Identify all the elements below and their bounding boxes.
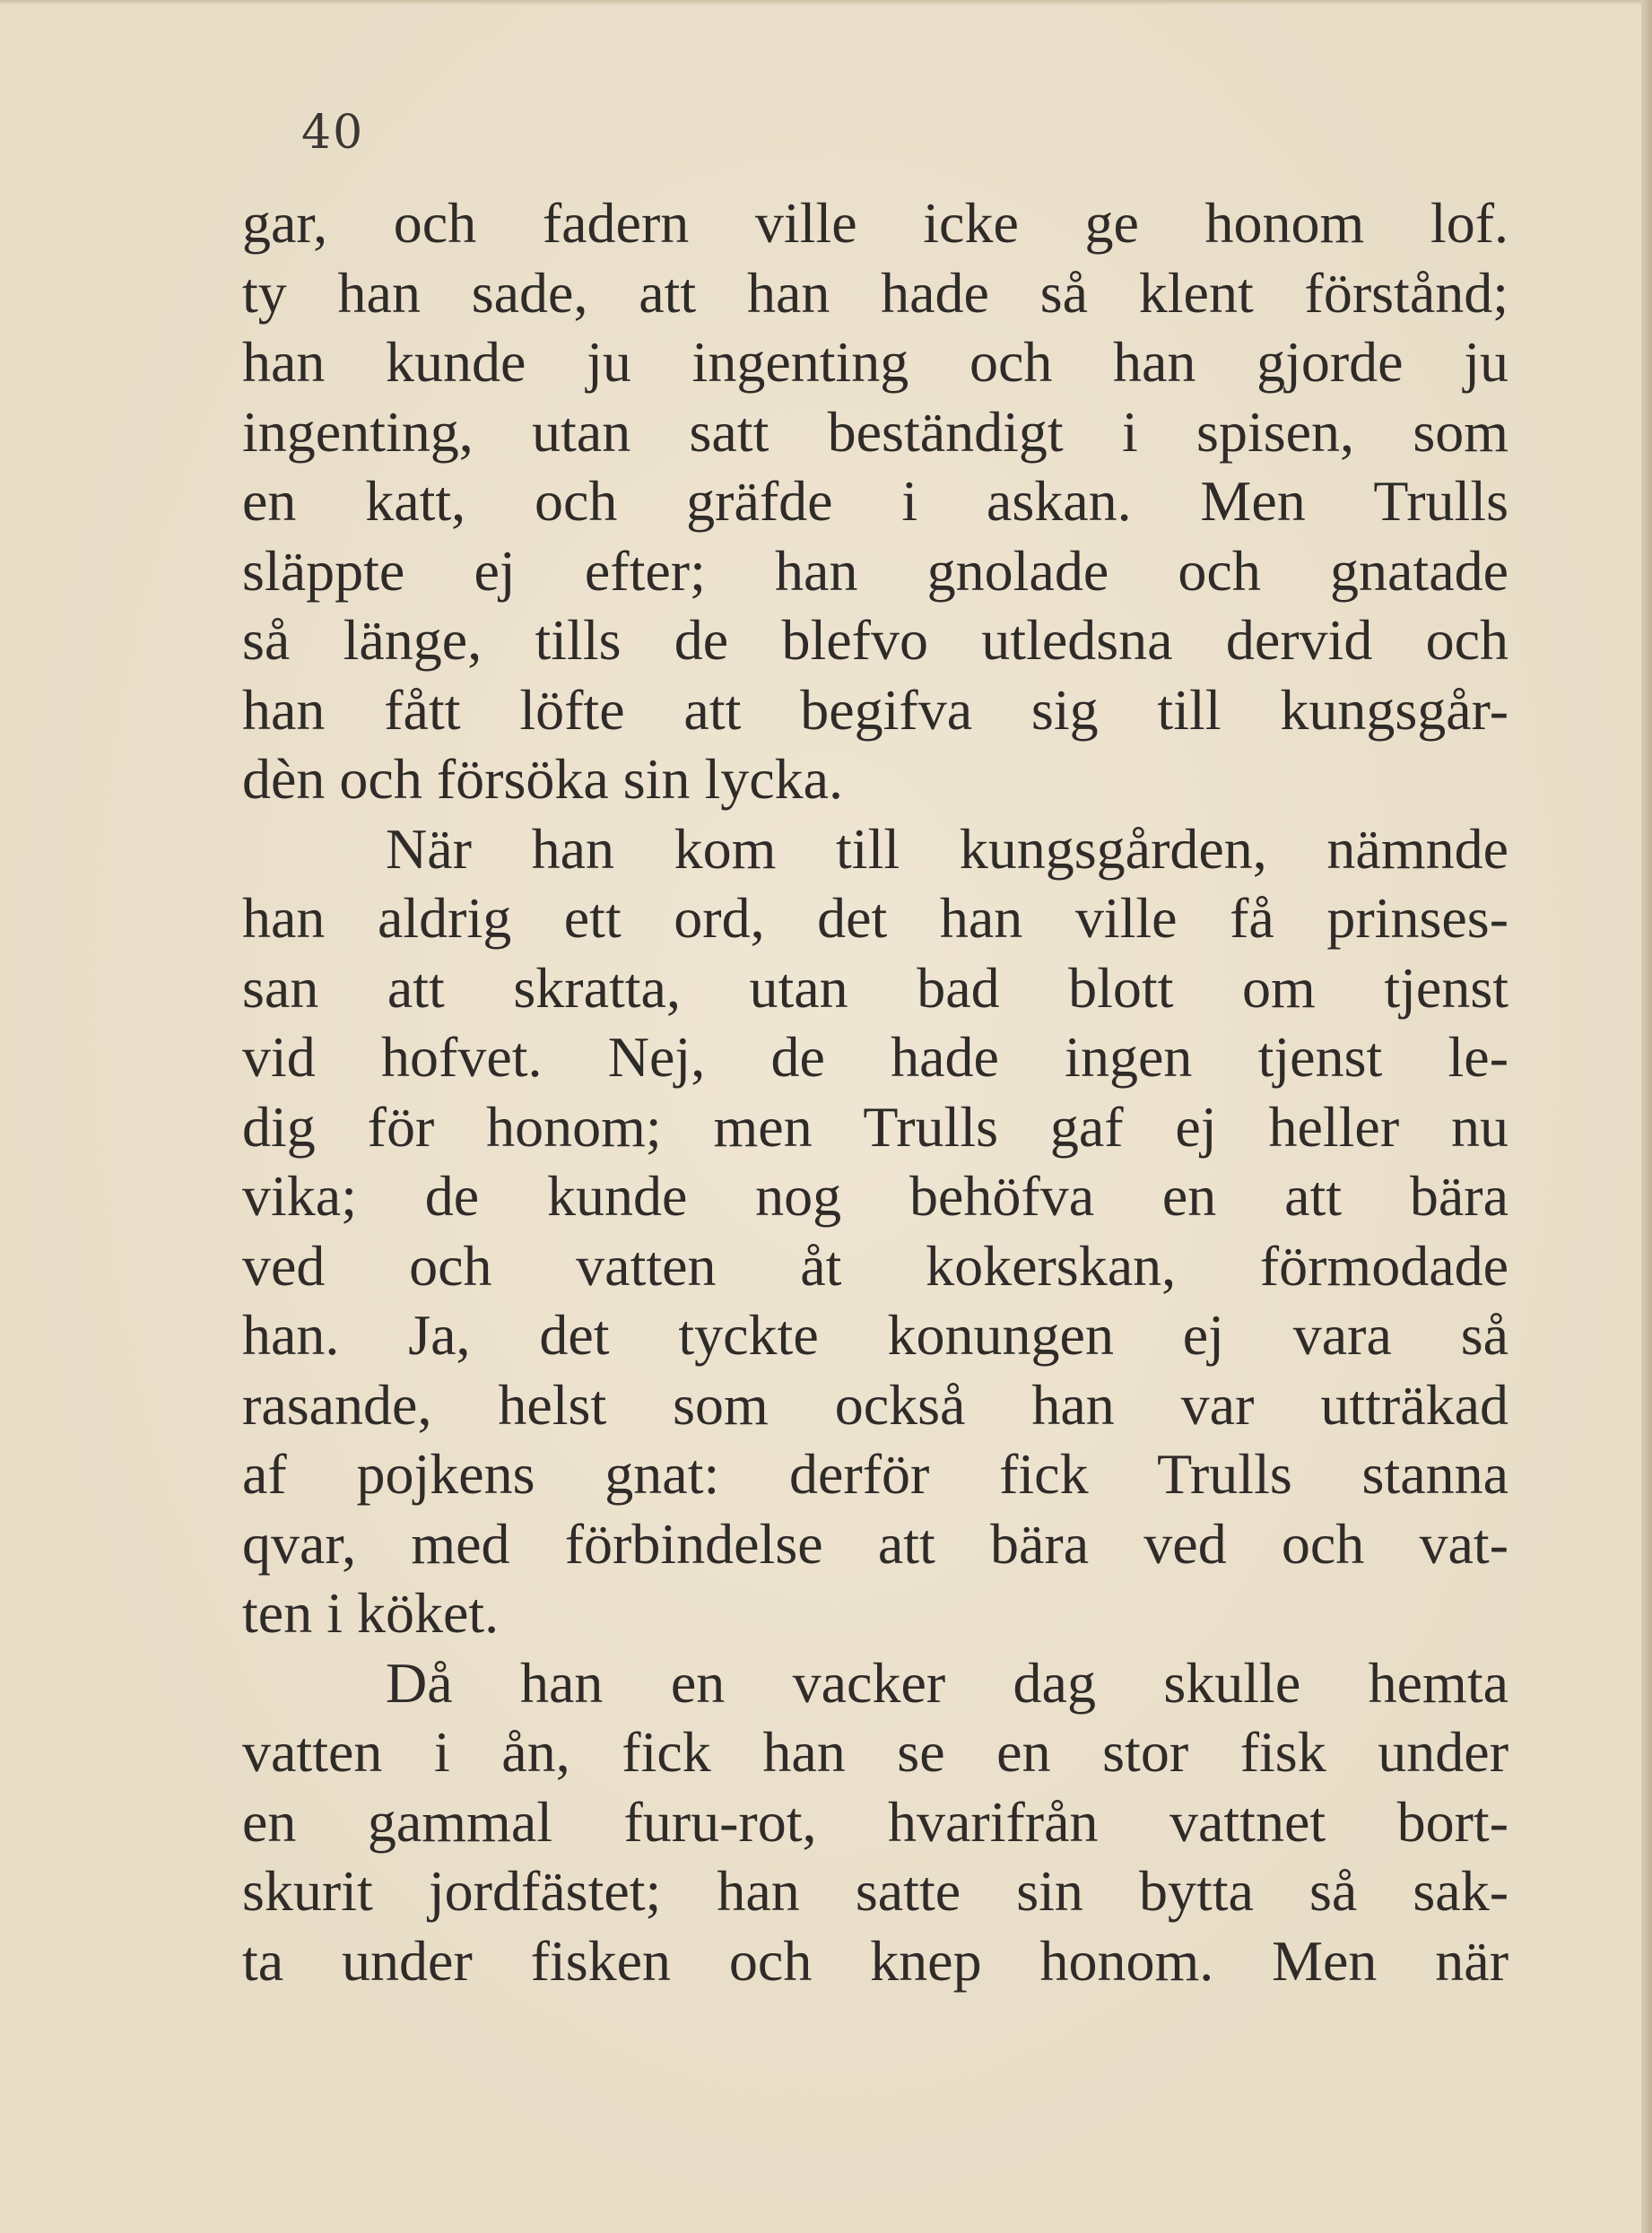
text-line: han. Ja, det tyckte konungen ej vara så [242, 1303, 1509, 1367]
text-line: ta under fisken och knep honom. Men när [242, 1928, 1509, 1993]
text-line: han fått löfte att begifva sig till kungsgår- [242, 677, 1509, 742]
text-line: så länge, tills de blefvo utledsna dervid och [242, 608, 1509, 672]
body-text [242, 188, 1509, 1995]
text-line: vatten i ån, fick han se en stor fisk under [242, 1720, 1509, 1784]
page-top-edge [0, 0, 1652, 5]
text-line: När han kom till kungsgården, nämnde [386, 816, 1509, 881]
text-line: vika; de kunde nog behöfva en att bära [242, 1164, 1509, 1228]
text-line: en katt, och gräfde i askan. Men Trulls [242, 469, 1509, 533]
text-line: han aldrig ett ord, det han ville få prinses- [242, 886, 1509, 950]
text-line: gar, och fadern ville icke ge honom lof. [242, 191, 1509, 255]
text-line: han kunde ju ingenting och han gjorde ju [242, 330, 1509, 394]
text-line: san att skratta, utan bad blott om tjenst [242, 955, 1509, 1020]
text-line: rasande, helst som också han var utträkad [242, 1372, 1509, 1437]
text-line: ved och vatten åt kokerskan, förmodade [242, 1233, 1509, 1298]
text-line: af pojkens gnat: derför fick Trulls stanna [242, 1442, 1509, 1506]
text-line: ten i köket. [242, 1581, 500, 1645]
text-line: Då han en vacker dag skulle hemta [386, 1650, 1509, 1715]
text-line: vid hofvet. Nej, de hade ingen tjenst le- [242, 1025, 1509, 1089]
text-line: qvar, med förbindelse att bära ved och vat- [242, 1511, 1509, 1576]
text-line: ty han sade, att han hade så klent förstånd; [242, 260, 1509, 325]
text-line: dig för honom; men Trulls gaf ej heller nu [242, 1094, 1509, 1159]
text-line: dèn och försöka sin lycka. [242, 747, 844, 811]
text-line: skurit jordfästet; han satte sin bytta så sak- [242, 1859, 1509, 1923]
text-line: en gammal furu-rot, hvarifrån vattnet bort- [242, 1789, 1509, 1854]
text-line: ingenting, utan satt beständigt i spisen, som [242, 399, 1509, 464]
page-number: 40 [301, 106, 365, 160]
text-line: släppte ej efter; han gnolade och gnatade [242, 538, 1509, 603]
page-right-edge [1641, 0, 1652, 2233]
